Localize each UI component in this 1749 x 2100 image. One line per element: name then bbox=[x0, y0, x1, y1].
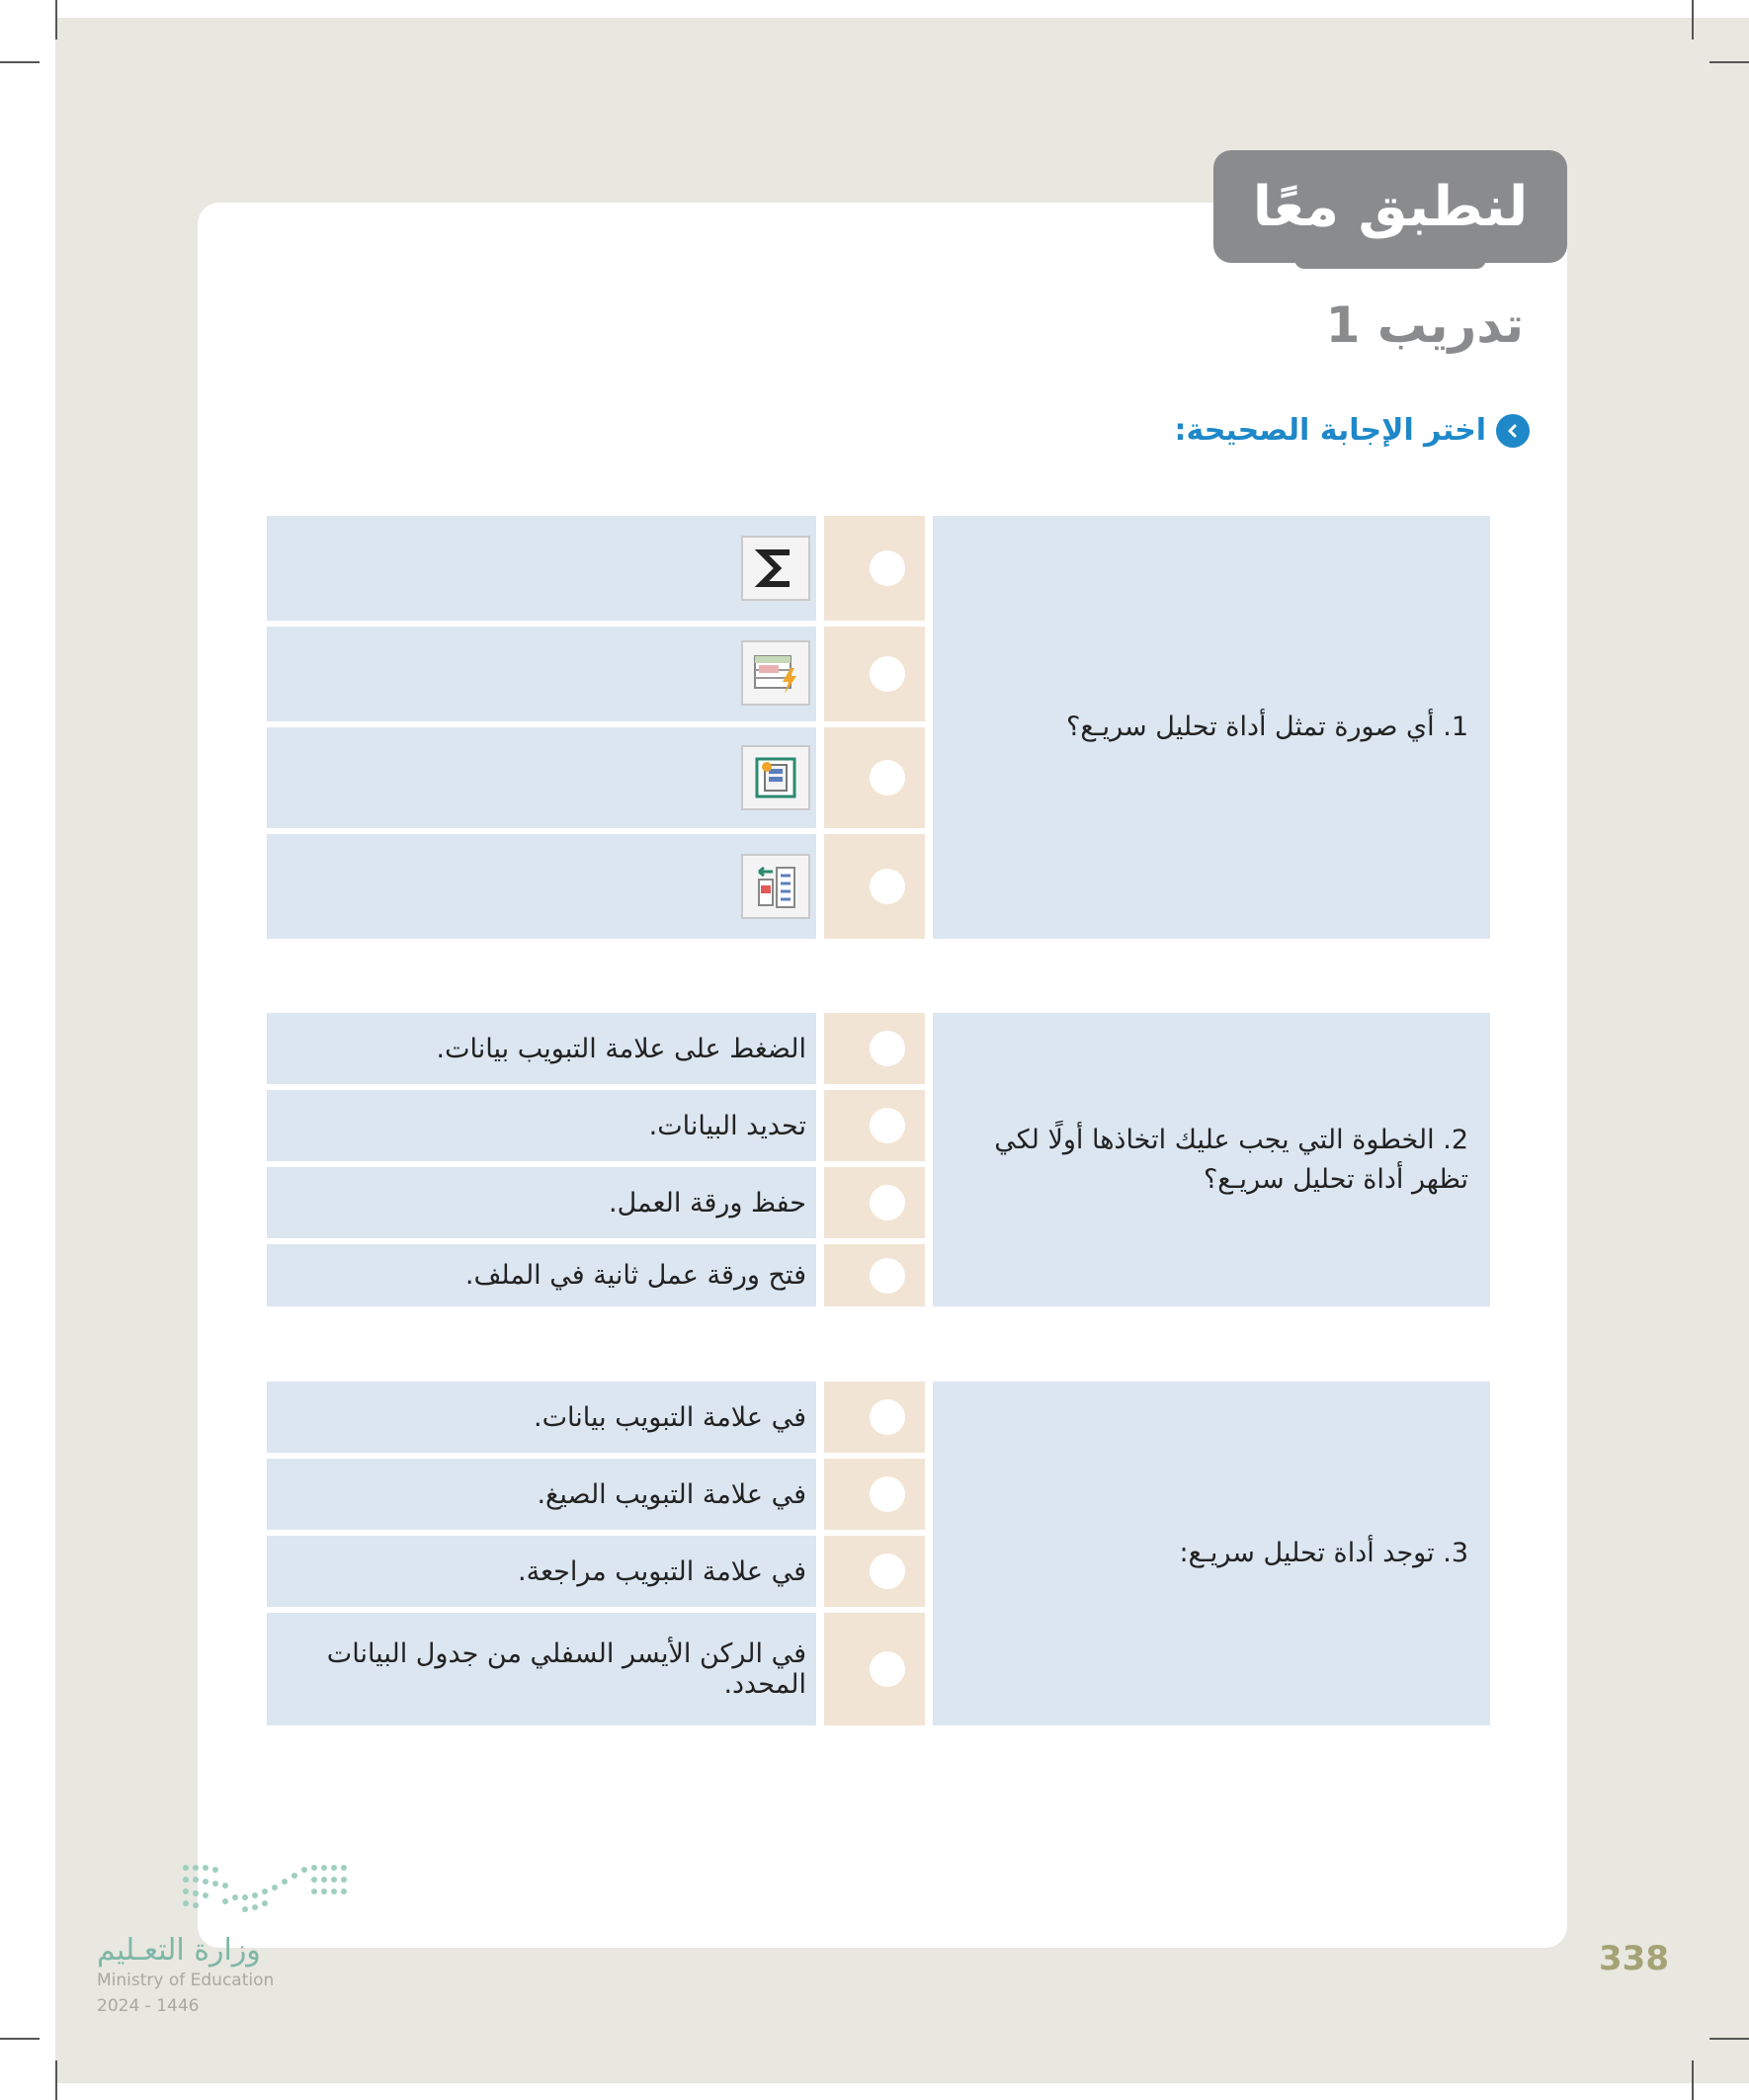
ministry-logo bbox=[97, 1858, 393, 2016]
option-cell: الضغط على علامة التبويب بيانات. bbox=[267, 1013, 816, 1084]
question-3 bbox=[267, 1382, 1490, 1725]
page-number: 338 bbox=[1599, 1939, 1669, 1978]
crop-mark bbox=[0, 61, 40, 63]
column-divider bbox=[816, 1013, 822, 1306]
radio-button[interactable] bbox=[870, 1108, 905, 1143]
radio-button[interactable] bbox=[870, 1031, 905, 1066]
option-cell: في الركن الأيسر السفلي من جدول البيانات المحدد. bbox=[267, 1613, 816, 1725]
section-banner bbox=[1213, 150, 1567, 263]
option-row[interactable] bbox=[267, 1013, 927, 1084]
option-cell bbox=[267, 727, 816, 828]
option-cell: فتح ورقة عمل ثانية في الملف. bbox=[267, 1244, 816, 1306]
quick-analysis-icon bbox=[741, 745, 810, 810]
exercise-title: تدريب 1 bbox=[1325, 296, 1524, 354]
option-cell: في علامة التبويب مراجعة. bbox=[267, 1536, 816, 1607]
option-row[interactable] bbox=[267, 834, 927, 939]
sum-icon bbox=[741, 536, 810, 601]
table-flash-fill-icon bbox=[741, 640, 810, 706]
column-divider bbox=[925, 1013, 931, 1306]
crop-mark bbox=[55, 0, 57, 40]
radio-button[interactable] bbox=[870, 1185, 905, 1220]
crop-mark bbox=[1692, 2060, 1694, 2100]
radio-button[interactable] bbox=[870, 1651, 905, 1687]
option-row[interactable] bbox=[267, 516, 927, 621]
option-row[interactable] bbox=[267, 727, 927, 828]
option-row[interactable] bbox=[267, 1244, 927, 1306]
option-cell: في علامة التبويب الصيغ. bbox=[267, 1459, 816, 1530]
logo-year: 2024 - 1446 bbox=[97, 1996, 200, 2016]
relationships-icon bbox=[741, 854, 810, 919]
option-cell bbox=[267, 834, 816, 939]
radio-button[interactable] bbox=[870, 760, 905, 796]
question-text: 2. الخطوة التي يجب عليك اتخاذها أولًا لكي تظهر أداة تحليل سريـع؟ bbox=[933, 1013, 1490, 1306]
option-row[interactable] bbox=[267, 1382, 927, 1453]
radio-button[interactable] bbox=[870, 1399, 905, 1435]
option-cell: في علامة التبويب بيانات. bbox=[267, 1382, 816, 1453]
crop-mark bbox=[1709, 61, 1749, 63]
option-row[interactable] bbox=[267, 1613, 927, 1725]
chevron-left-icon bbox=[1496, 414, 1530, 448]
option-row[interactable] bbox=[267, 1090, 927, 1161]
radio-button[interactable] bbox=[870, 1476, 905, 1512]
option-row[interactable] bbox=[267, 1536, 927, 1607]
column-divider bbox=[925, 1382, 931, 1725]
option-cell bbox=[267, 627, 816, 721]
question-text: 3. توجد أداة تحليل سريـع: bbox=[933, 1382, 1490, 1725]
logo-arabic-text: وزارة التعـليم bbox=[97, 1933, 261, 1968]
radio-button[interactable] bbox=[870, 1258, 905, 1294]
instruction bbox=[1175, 413, 1530, 448]
option-row[interactable] bbox=[267, 627, 927, 721]
crop-mark bbox=[0, 2038, 40, 2040]
column-divider bbox=[925, 516, 931, 939]
question-2 bbox=[267, 1013, 1490, 1306]
option-cell: حفظ ورقة العمل. bbox=[267, 1167, 816, 1238]
question-1 bbox=[267, 516, 1490, 939]
column-divider bbox=[816, 516, 822, 939]
radio-button[interactable] bbox=[870, 1554, 905, 1589]
option-cell: تحديد البيانات. bbox=[267, 1090, 816, 1161]
crop-mark bbox=[1709, 2038, 1749, 2040]
radio-button[interactable] bbox=[870, 869, 905, 904]
option-row[interactable] bbox=[267, 1167, 927, 1238]
logo-english-text: Ministry of Education bbox=[97, 1971, 275, 1990]
radio-button[interactable] bbox=[870, 550, 905, 586]
instruction-text: اختر الإجابة الصحيحة: bbox=[1174, 413, 1486, 448]
option-row[interactable] bbox=[267, 1459, 927, 1530]
banner-title: لنطبق معًا bbox=[1252, 174, 1529, 239]
option-cell bbox=[267, 516, 816, 621]
radio-button[interactable] bbox=[870, 656, 905, 692]
crop-mark bbox=[1692, 0, 1694, 40]
crop-mark bbox=[55, 2060, 57, 2100]
logo-dots bbox=[97, 1858, 354, 1927]
question-text: 1. أي صورة تمثل أداة تحليل سريـع؟ bbox=[933, 516, 1490, 939]
column-divider bbox=[816, 1382, 822, 1725]
